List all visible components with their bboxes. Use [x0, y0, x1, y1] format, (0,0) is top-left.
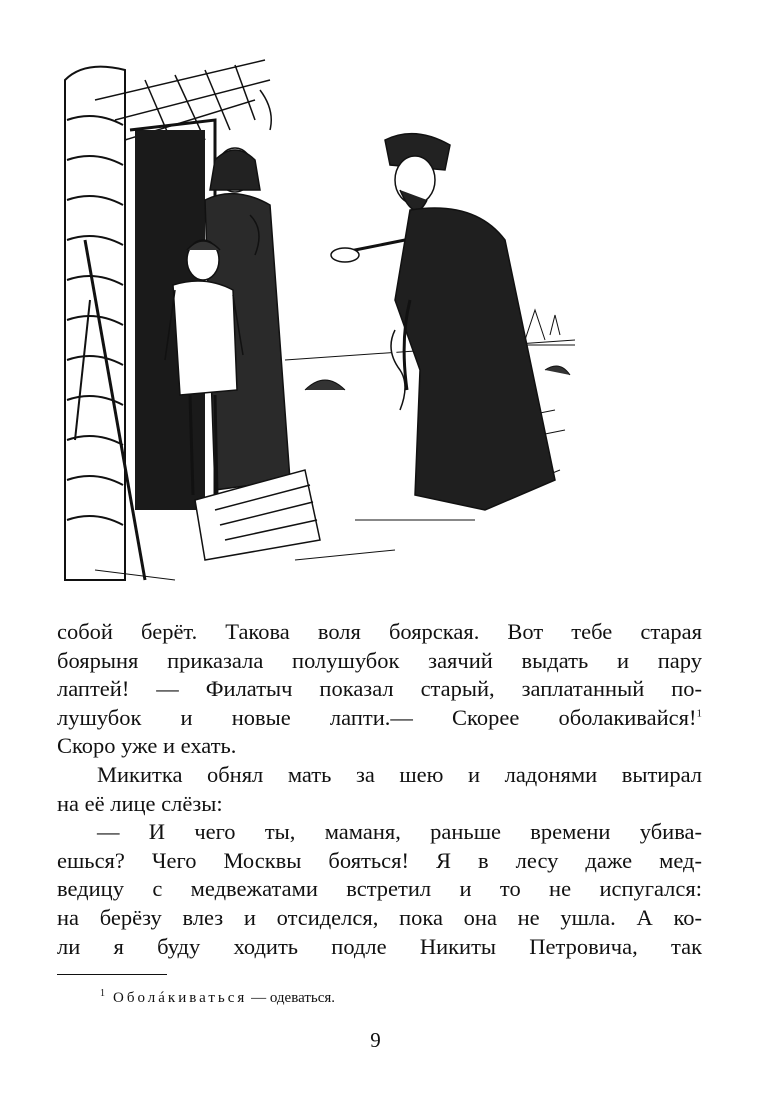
text-line: ли я буду ходить подле Никиты Петровича, так [57, 933, 702, 959]
body-text [57, 618, 702, 961]
footnote-term: Оболáкиваться [113, 990, 248, 1006]
footnote [100, 988, 335, 1007]
footnote-reference[interactable]: 1 [696, 707, 702, 720]
text-line: боярыня приказала полушубок заячий выдать и пару [57, 647, 702, 673]
man-figure [331, 134, 555, 510]
text-line: ведицу с медвежатами встретил и то не испугался: [57, 876, 702, 902]
footnote-marker: 1 [100, 988, 105, 999]
text-line: на её лице слёзы: [57, 790, 223, 816]
text-line: — И чего ты, маманя, раньше времени убива- [97, 819, 702, 845]
text-line: Микитка обнял мать за шею и ладонями вытирал [97, 761, 702, 787]
text-line: собой берёт. Такова воля боярская. Вот тебе старая [57, 619, 702, 644]
page-number: 9 [370, 1028, 381, 1052]
text-line: лаптей! — Филатыч показал старый, заплатанный по- [57, 676, 702, 702]
footnote-divider [57, 974, 167, 975]
hut-wall [65, 67, 145, 580]
illustration-engraving [55, 40, 575, 600]
text-line: Скоро уже и ехать. [57, 733, 237, 759]
text-line-with-footnote [57, 704, 702, 733]
text-line: на берёзу влез и отсиделся, пока она не ушла. А ко- [57, 904, 702, 930]
footnote-definition: — одеваться. [251, 990, 336, 1006]
text-line: ешься? Чего Москвы бояться! Я в лесу даже мед- [57, 847, 702, 873]
text-line-content: лушубок и новые лапти.— Скорее оболакивайся! [57, 704, 697, 730]
